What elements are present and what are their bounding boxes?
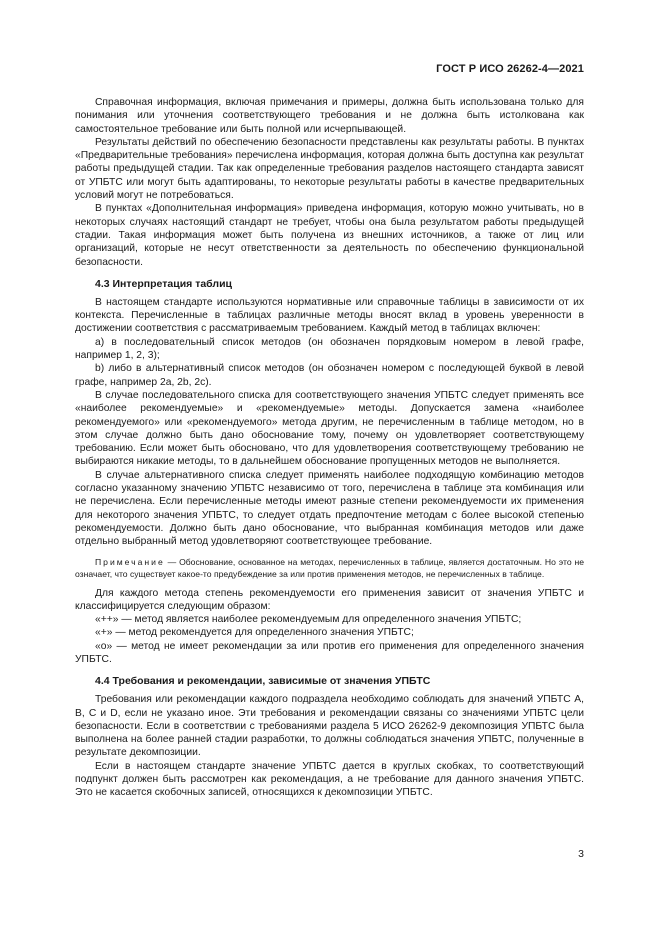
paragraph: В пунктах «Дополнительная информация» приведена информация, которую можно учитывать, но в некоторых случаях настоящий стандарт не требует, чтобы она была результатом работы предыдущей стадии. Такая информация может быть получена из внешних источников, а также от лиц или организаций, которые не несут ответственности за деятельность по обеспечению функциональной безопасности. (75, 203, 584, 268)
paragraph: В случае последовательного списка для соответствующего значения УПБТС следует применять все «наиболее рекомендуемые» и «рекомендуемые» методы. Допускается замена «наиболее рекомендуемого» или «рекомендуемого» метода другим, не перечисленным в таблице методом, но в этом случае должно быть дано обоснование тому, почему он удовлетворяет соответствующему требованию. Если может быть обосновано, что для удовлетворения соответствующему требованию не выбираются никакие методы, то в дальнейшем обоснование пропущенных методов не выполняется. (75, 389, 584, 468)
list-item-o: «о» — метод не имеет рекомендации за или против его применения для определенного значения УПБТС. (75, 640, 584, 665)
paragraph: Результаты действий по обеспечению безопасности представлены как результаты работы. В пунктах «Предварительные требования» перечислена информация, которая должна быть доступна как результат работы предыдущей стадии. Так как определенные требования разделов настоящего стандарта зависят от УПБТС или могут быть адаптированы, то некоторые результаты работы в качестве предварительных условий могут не потребоваться. (75, 136, 584, 202)
paragraph: Требования или рекомендации каждого подраздела необходимо соблюдать для значений УПБТС A, B, C и D, если не указано иное. Эти требования и рекомендации связаны со значениями УПБТС цели безопасности. Если в соответствии с требованиями раздела 5 ИСО 26262-9 декомпозиция УПБТС была выполнена на более ранней стадии разработки, то должны соблюдаться значения УПБТС, полученные в результате декомпозиции. (75, 694, 584, 759)
document-header-id: ГОСТ Р ИСО 26262-4—2021 (436, 63, 584, 75)
note-text: — Обоснование, основанное на методах, перечисленных в таблице, является достаточным. Но это не означает, что существует какое-то предубеждение за или против применения методов, не перечисленных в таблице. (75, 556, 584, 579)
list-item-b: b) либо в альтернативный список методов (он обозначен номером с последующей буквой в левой графе, например 2a, 2b, 2c). (75, 363, 584, 388)
paragraph: Если в настоящем стандарте значение УПБТС дается в круглых скобках, то соответствующий подпункт должен быть рассмотрен как рекомендация, а не требование для данного значения УПБТС. Это не касается скобочных записей, относящихся к декомпозиции УПБТС. (75, 760, 584, 799)
section-heading-4-4: 4.4 Требования и рекомендации, зависимые от значения УПБТС (95, 675, 431, 688)
list-item-plus: «+» — метод рекомендуется для определенного значения УПБТС; (95, 627, 414, 639)
list-item-a: a) в последовательный список методов (он обозначен порядковым номером в левой графе, например 1, 2, 3); (75, 336, 584, 362)
page-number: 3 (578, 848, 584, 860)
section-heading-4-3: 4.3 Интерпретация таблиц (95, 277, 232, 290)
document-body (75, 96, 584, 800)
note-label: Примечание (95, 556, 165, 567)
paragraph: Для каждого метода степень рекомендуемости его применения зависит от значения УПБТС и классифицируется следующим образом: (75, 587, 584, 612)
note (75, 556, 584, 580)
paragraph: В случае альтернативного списка следует применять наиболее подходящую комбинацию методов согласно указанному значению УПБТС независимо от того, перечислена в таблице эта комбинация или не перечислена. Если перечисленные методы имеют разные степени рекомендуемости их применения для некоторого значения УПБТС, то следует отдать предпочтение методам с более высокой степенью рекомендуемости. Должно быть дано обоснование, что выбранная комбинация методов или даже отдельно выбранный метод удовлетворяют соответствующее требование. (75, 469, 584, 548)
list-item-plus-plus: «++» — метод является наиболее рекомендуемым для определенного значения УПБТС; (95, 614, 522, 626)
paragraph: Справочная информация, включая примечания и примеры, должна быть использована только для понимания или уточнения соответствующего требования и не должна быть истолкована как самостоятельное требование или быть полной или исчерпывающей. (75, 97, 584, 135)
paragraph: В настоящем стандарте используются нормативные или справочные таблицы в зависимости от их контекста. Перечисленные в таблицах различные методы вносят вклад в уровень уверенности в достижении соответствия с рассматриваемым требованием. Каждый метод в таблицах включен: (75, 296, 584, 335)
